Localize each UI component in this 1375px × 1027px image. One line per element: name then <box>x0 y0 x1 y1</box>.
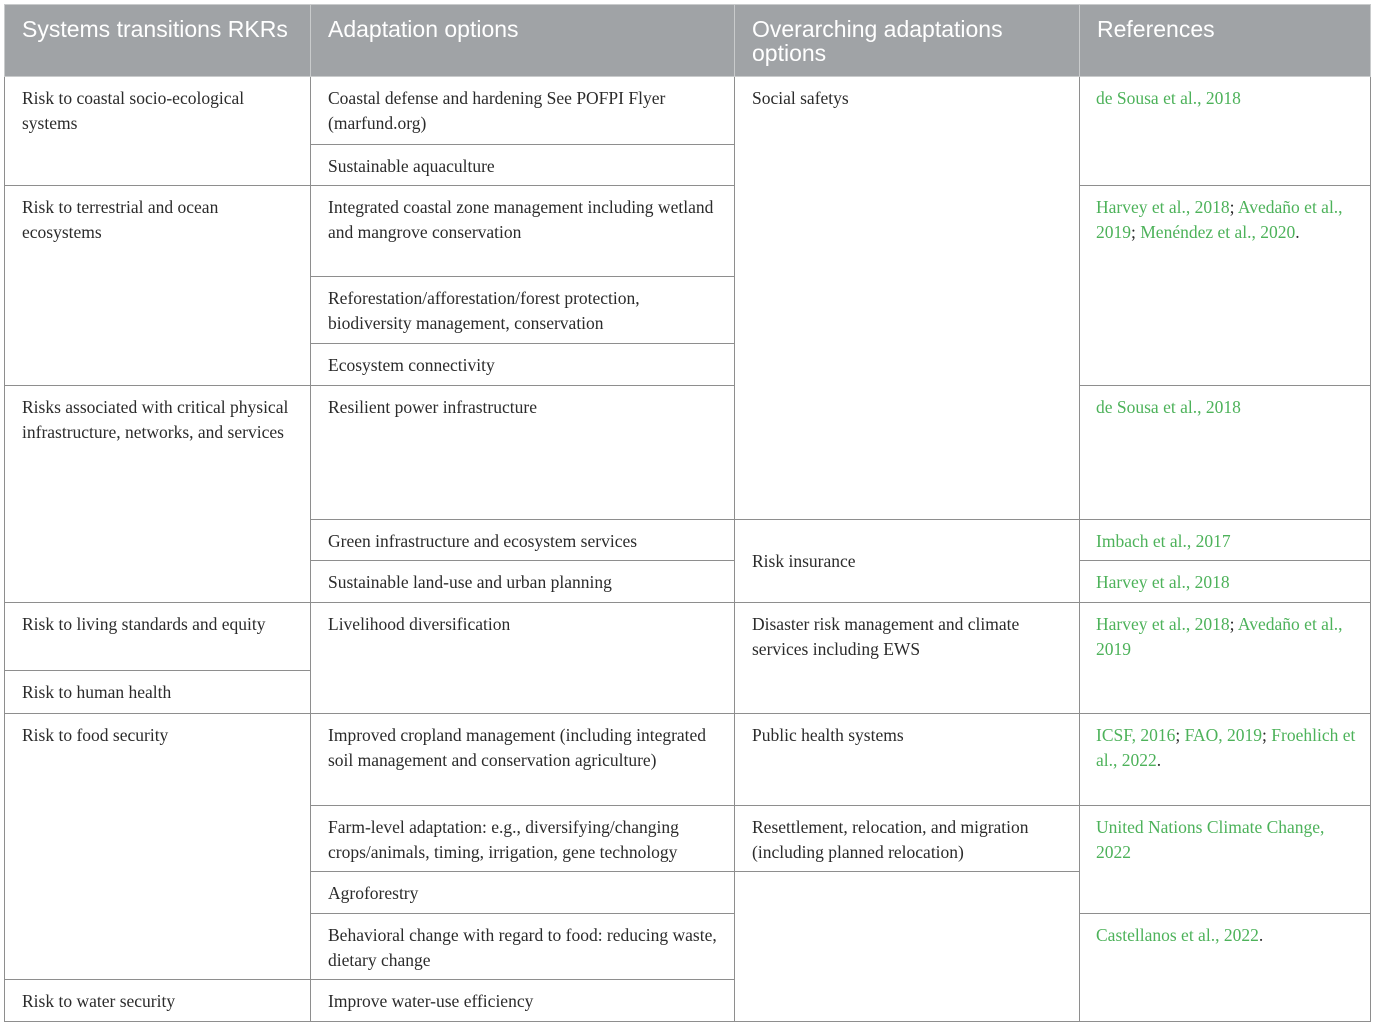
adaptation-cell: Integrated coastal zone management including wetland and mangrove conservation <box>311 186 735 277</box>
adaptation-cell: Livelihood diversification <box>311 603 735 713</box>
header-systems: Systems transitions RKRs <box>5 5 311 77</box>
reference-link[interactable]: de Sousa et al., 2018 <box>1096 397 1241 418</box>
risk-cell: Risk to food security <box>5 713 311 979</box>
adaptation-cell: Green infrastructure and ecosystem services <box>311 520 735 561</box>
overarching-cell: Social safetys <box>735 77 1080 520</box>
overarching-cell: Risk insurance <box>735 520 1080 603</box>
reference-cell <box>1080 520 1371 561</box>
header-adaptation: Adaptation options <box>311 5 735 77</box>
reference-link[interactable]: Castellanos et al., 2022 <box>1096 924 1259 945</box>
reference-link[interactable]: Menéndez et al., 2020 <box>1140 222 1296 243</box>
reference-cell <box>1080 805 1371 913</box>
reference-link[interactable]: Froehlich et al., 2022 <box>1096 724 1356 770</box>
adaptation-cell: Behavioral change with regard to food: reducing waste, dietary change <box>311 913 735 979</box>
reference-link[interactable]: Harvey et al., 2018 <box>1096 572 1230 593</box>
adaptation-cell: Improve water-use efficiency <box>311 979 735 1021</box>
overarching-cell-empty <box>735 871 1080 1021</box>
overarching-cell: Public health systems <box>735 713 1080 805</box>
reference-separator: ; <box>1262 724 1272 745</box>
table-row <box>5 77 1371 145</box>
reference-cell <box>1080 913 1371 1021</box>
adaptation-cell: Sustainable aquaculture <box>311 145 735 186</box>
table-row <box>5 713 1371 805</box>
adaptation-cell: Ecosystem connectivity <box>311 344 735 386</box>
adaptation-cell: Coastal defense and hardening See POFPI Flyer (marfund.org) <box>311 77 735 145</box>
reference-link[interactable]: ICSF, 2016 <box>1096 724 1176 745</box>
reference-link[interactable]: Avedaño et al., 2019 <box>1096 614 1343 660</box>
reference-link[interactable]: Harvey et al., 2018 <box>1096 614 1230 635</box>
reference-link[interactable]: FAO, 2019 <box>1184 724 1263 745</box>
reference-cell <box>1080 77 1371 186</box>
overarching-cell: Resettlement, relocation, and migration (including planned relocation) <box>735 805 1080 871</box>
adaptation-cell: Sustainable land-use and urban planning <box>311 561 735 603</box>
reference-period: . <box>1258 924 1264 945</box>
reference-cell <box>1080 713 1371 805</box>
table-row <box>5 386 1371 520</box>
reference-separator: ; <box>1175 724 1185 745</box>
header-references: References <box>1080 5 1371 77</box>
adaptation-cell: Reforestation/afforestation/forest protection, biodiversity management, conservation <box>311 277 735 344</box>
risk-cell: Risk to terrestrial and ocean ecosystems <box>5 186 311 386</box>
reference-link[interactable]: de Sousa et al., 2018 <box>1096 88 1241 108</box>
reference-period: . <box>1156 749 1162 770</box>
reference-separator: ; <box>1131 222 1141 243</box>
reference-separator: ; <box>1229 197 1238 218</box>
risk-cell: Risk to coastal socio-ecological systems <box>5 77 311 186</box>
reference-link[interactable]: United Nations Climate Change, 2022 <box>1096 816 1325 862</box>
adaptation-cell: Farm-level adaptation: e.g., diversifying/changing crops/animals, timing, irrigation, gene technology <box>311 805 735 871</box>
reference-cell <box>1080 603 1371 713</box>
reference-link[interactable]: Imbach et al., 2017 <box>1096 531 1231 552</box>
reference-cell <box>1080 386 1371 520</box>
table-row <box>5 603 1371 670</box>
table-row <box>5 186 1371 277</box>
reference-link[interactable]: Avedaño et al., 2019 <box>1096 197 1343 243</box>
risk-cell: Risks associated with critical physical infrastructure, networks, and services <box>5 386 311 603</box>
header-row <box>5 5 1371 77</box>
reference-period: . <box>1295 222 1300 243</box>
risk-cell: Risk to human health <box>5 670 311 713</box>
adaptation-cell: Resilient power infrastructure <box>311 386 735 520</box>
risk-cell: Risk to water security <box>5 979 311 1021</box>
header-overarching: Overarching adaptations options <box>735 5 1080 77</box>
reference-cell <box>1080 561 1371 603</box>
reference-cell <box>1080 186 1371 386</box>
reference-separator: ; <box>1229 614 1238 635</box>
overarching-cell: Disaster risk management and climate services including EWS <box>735 603 1080 713</box>
risk-cell: Risk to living standards and equity <box>5 603 311 670</box>
adaptation-table <box>4 4 1371 1022</box>
reference-link[interactable]: Harvey et al., 2018 <box>1096 197 1230 218</box>
adaptation-cell: Improved cropland management (including integrated soil management and conservation agriculture) <box>311 713 735 805</box>
adaptation-cell: Agroforestry <box>311 871 735 913</box>
